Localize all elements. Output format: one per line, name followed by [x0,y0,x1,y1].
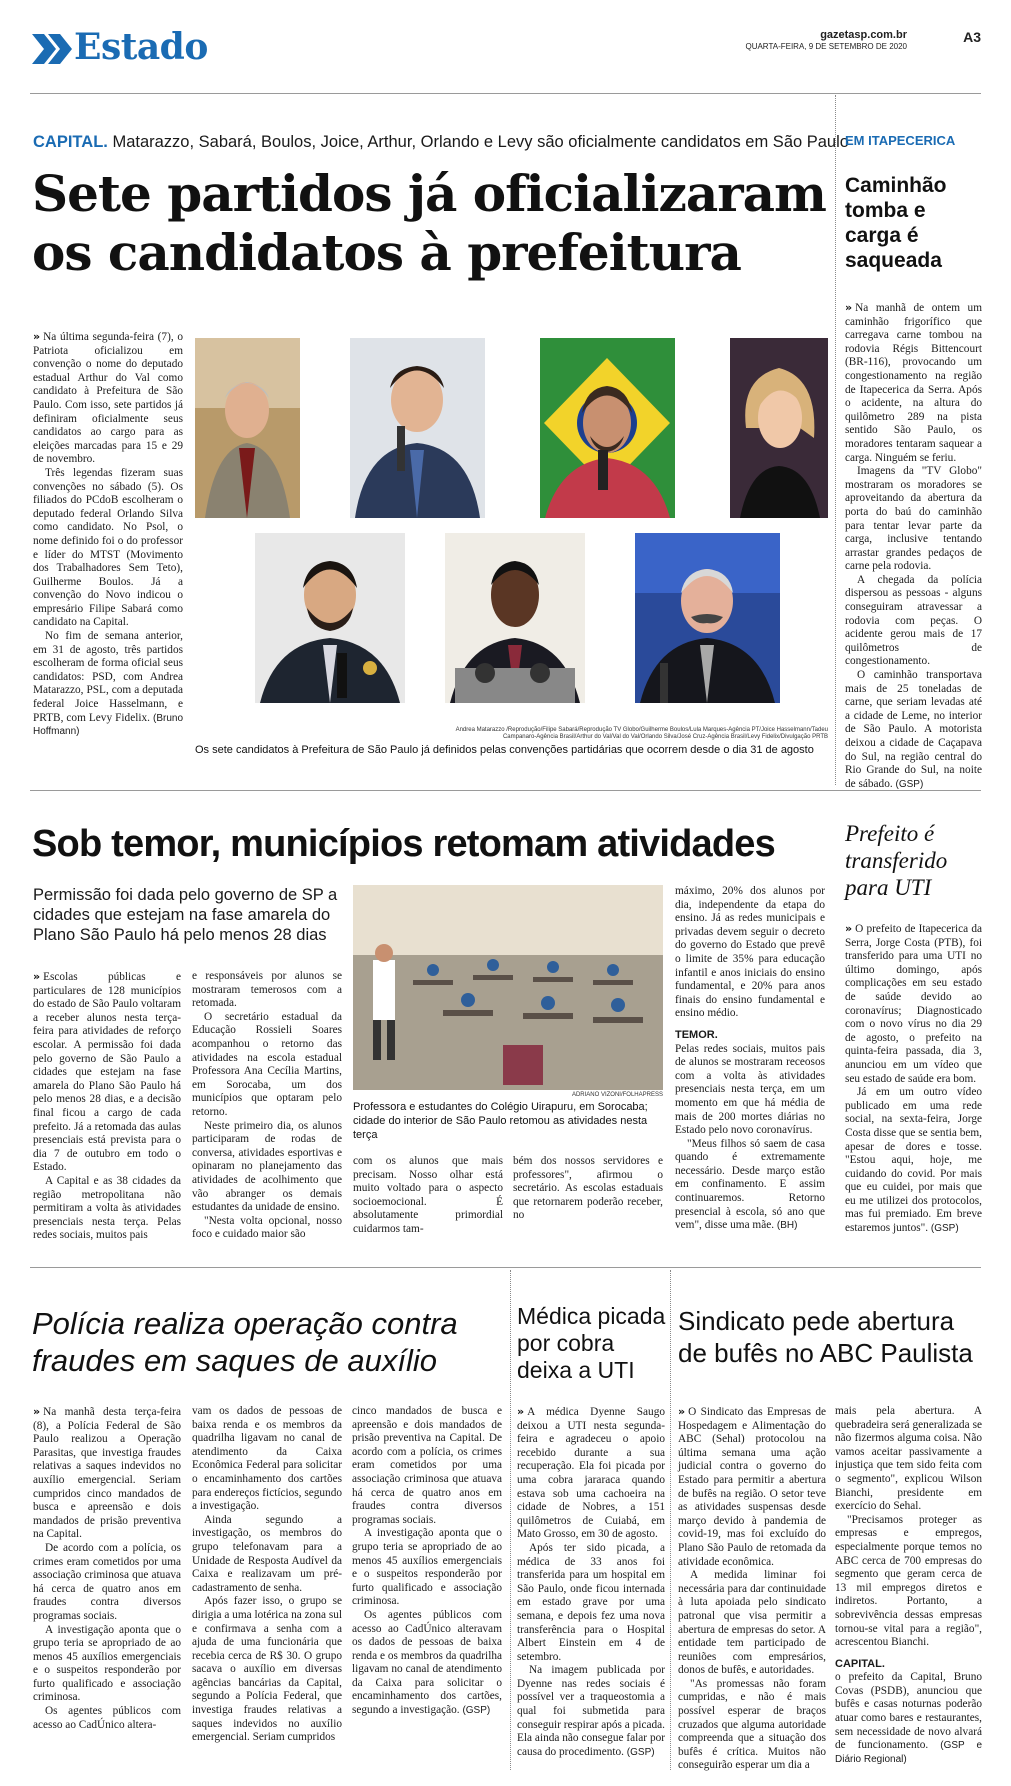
story1-caption: Os sete candidatos à Prefeitura de São Paulo já definidos pelas convenções partidárias que ocorrem desde o dia 31 de agosto [195,744,814,756]
arrow-icon: » [845,922,853,935]
story2-photo-credit: ADRIANO VIZONI/FOLHAPRESS [571,1092,663,1098]
story1-photo-credit: Andrea Matarazzo /Reprodução/Filipe Sabará/Reprodução TV Globo/Guilherme Boulos/Lula Marques-Agência PT/Joice Hasselmann/Tadeu Campanaro-Agência Brasil/Arthur do Val/Val do Val/Orlando Silva/José Cruz-Agência Brasil/Levy Fidelix/Divulgação PRTB [455,727,828,740]
arrow-icon: » [517,1405,525,1418]
chevron-arrow-icon [32,34,74,64]
story3-col2: vam os dados de pessoas de baixa renda e os membros da quadrilha ligavam no canal de atendimento da Caixa Econômica Federal para solicitar o encaminhamento dos cartões para endereços fictícios, segundo a investigação. Ainda segundo a investigação, os membros do grupo telefonavam para a Unidade de Resposta Audível da Caixa e realizavam um pré-cadastramento de senha. Após fazer isso, o grupo se dirigia a uma lotérica na zona sul e confirmava a senha com a ajuda de uma funcionária que recebia cerca de R$ 30. O grupo sacava o auxílio em diversas agências bancárias da Capital, segundo a Polícia Federal, que investiga fraudes relativas a saques indevidos no auxílio emergencial. Seriam cumpridos [192,1405,342,1744]
story3-col1: » Na manhã desta terça-feira (8), a Polícia Federal de São Paulo realizou a Operação Parasitas, que investiga fraudes relativas a saques indevidos no auxílio emergencial. Seriam cumpridos cinco mandados de busca e apreensão e dois mandados de prisão preventiva na Capital. De acordo com a polícia, os crimes eram cometidos por uma associação criminosa que atuava há cerca de quatro anos em fraudes contra diversos programas sociais. A investigação aponta que o grupo teria se apropriado de ao menos 45 auxílios emergenciais e o suspeitos responderão por furto qualificado e associação criminosa. Os agentes públicos com acesso ao CadÚnico altera- [33,1405,181,1731]
story3-col3: cinco mandados de busca e apreensão e dois mandados de prisão preventiva na Capital. De acordo com a polícia, os crimes eram cometidos por uma associação criminosa que atuava há cerca de quatro anos em fraudes contra diversos programas sociais. A investigação aponta que o grupo teria se apropriado de ao menos 45 auxílios emergenciais e o suspeitos responderão por furto qualificado e associação criminosa. Os agentes públicos com acesso ao CadÚnico alteravam os dados de pessoas de baixa renda e os membros da quadrilha ligavam no canal de atendimento da Caixa para solicitar o encaminhamento dos cartões, segundo a investigação. (GSP) [352,1405,502,1717]
photo-filipe-sabara [350,338,485,518]
photo-andrea-matarazzo [195,338,300,518]
story2-headline: Sob temor, municípios retomam atividades [32,823,775,865]
sidebar1-body: » Na manhã de ontem um caminhão frigorífico que carregava carne tombou na rodovia Régis Bittencourt (BR-116), provocando um congestionamento na região de Itapecerica da Serra. Após o acidente, na altura do quilômetro 289 na pista sentido São Paulo, os moradores tentaram saquear a carga. Ninguém se feriu. Imagens da "TV Globo" mostraram os moradores se aproveitando da abertura da porta do baú do caminhão para tentar levar parte da carga, inclusive tentando arrastar grandes pedaços de carne pela rodovia. A chegada da polícia dispersou as pessoas - alguns conseguiram atravessar a rodovia com peças. O acidente gerou mais de 17 quilômetros de congestionamento. O caminhão transportava mais de 25 toneladas de carne, que seriam levadas até a cidade de Leme, no interior de São Paulo. A motorista deixou a cidade de Caçapava do Sul, na região central do Rio Grande do Sul, na noite de sábado. (GSP) [845,301,982,790]
story1-kicker: CAPITAL. [33,133,108,151]
section-logo [32,28,252,72]
site-url: gazetasp.com.br [820,29,907,41]
arrow-icon: » [845,301,853,314]
section-title: Estado [74,26,208,68]
sidebar2-headline: Prefeito é transferido para UTI [845,821,948,900]
divider [30,790,981,791]
story2-col3: com os alunos que mais precisam. Nosso olhar está muito voltado para o aspecto socioemocional. É absolutamente primordial cuidarmos tam- [353,1155,503,1235]
story3-headline: Polícia realiza operação contra fraudes em saques de auxílio [32,1306,458,1378]
sidebar1-kicker: EM ITAPECERICA [845,133,956,148]
story5-col1: » O Sindicato das Empresas de Hospedagem e Alimentação do ABC (Sehal) protocolou na última semana uma ação judicial contra o governo do Estado para permitir a abertura de bufês na região. O setor teve as atividades suspensas desde março devido à pandemia de covid-19, mas foi excluído do Plano São Paulo de retomada da atividade econômica. A medida liminar foi necessária para dar continuidade à luta apoiada pelo sindicato patronal que visa permitir a abertura de empresas do setor. A entidade tem participado de reuniões com empresários, donos de bufês, e autoridades. "As promessas não foram cumpridas, e não é mais possível esperar de braços cruzados que alguma autoridade compreenda que a situação dos bufês é crítica. Muitos não conseguirão esperar um dia a [678,1405,826,1772]
column-divider [510,1270,511,1770]
story1-deck [33,133,849,152]
story2-deck: Permissão foi dada pelo governo de SP a cidades que estejam na fase amarela do Plano São Paulo há pelo menos 28 dias [33,886,338,944]
story2-classroom-photo [353,885,663,1090]
story4-headline: Médica picada por cobra deixa a UTI [517,1303,666,1383]
story5-subhead: CAPITAL. [835,1657,885,1670]
story2-caption: Professora e estudantes do Colégio Uirapuru, em Sorocaba; cidade do interior de São Paulo retomou as atividades nesta terça [353,1101,648,1141]
column-divider [835,95,836,785]
divider [30,93,981,94]
photo-joice-hasselmann [730,338,828,518]
story1-deck-text: Matarazzo, Sabará, Boulos, Joice, Arthur, Orlando e Levy são oficialmente candidatos em São Paulo [112,133,849,151]
story1-headline: Sete partidos já oficializaram os candidatos à prefeitura [32,164,826,282]
arrow-icon: » [33,330,41,343]
sidebar1-headline: Caminhão tomba e carga é saqueada [845,174,947,272]
story2-col5: máximo, 20% dos alunos por dia, independente da etapa do ensino. Já as redes municipais e privadas devem seguir o decreto do governo do Estado que prevê o limite de 35% para educação infantil e anos iniciais do ensino fundamental, e 20% para anos finais do ensino fundamental e ensino médio. TEMOR. Pelas redes sociais, muitos pais de alunos se mostraram receosos com a volta às atividades presenciais nesta terça, em um momento em que há média de mais de 200 mortes diárias no Estado pelo novo coronavírus. "Meus filhos só saem de casa quando é extremamente necessário. Desde março estão em confinamento. E assim continuaremos. Retorno presencial à escola, só ano que vem", disse uma mãe. (BH) [675,885,825,1232]
story5-headline: Sindicato pede abertura de bufês no ABC Paulista [678,1306,973,1368]
photo-arthur-do-val [255,533,405,703]
story1-body: » Na última segunda-feira (7), o Patriota oficializou em convenção o nome do deputado estadual Arthur do Val como candidato à Prefeitura de São Paulo. Com isso, sete partidos já definiram oficialmente seus candidatos ao cargo para as eleições marcadas para 15 e 29 de novembro. Três legendas fizeram suas convenções no sábado (5). Os filiados do PCdoB escolheram o deputado federal Orlando Silva como candidato. No Psol, o nome definido foi o do professor e líder do MTST (Movimento dos Trabalhadores Sem Teto), Guilherme Boulos. Já a convenção do Novo indicou o empresário Filipe Sabará como candidato na Capital. No fim de semana anterior, em 31 de agosto, três partidos escolheram de forma oficial seus candidatos: PSD, com Andrea Matarazzo, PSL, com a deputada federal Joice Hasselmann, e PRTB, com Levy Fidelix. (Bruno Hoffmann) [33,330,183,738]
story4-body: » A médica Dyenne Saugo deixou a UTI nesta segunda-feira e agradeceu o apoio recebido durante a sua recuperação. Ela foi picada por uma cobra jararaca quando estava sob uma cachoeira na cidade de Nobres, a 151 quilômetros de Cuiabá, em Mato Grosso, em 30 de agosto. Após ter sido picada, a médica de 33 anos foi transferida para um hospital em São Paulo, onde ficou internada em estado grave por uma semana, e depois fez uma nova transferência para o Hospital Albert Einstein em 4 de setembro. Na imagem publicada por Dyenne nas redes sociais é possível ver a traqueostomia a qual foi submetida para conseguir respirar após a picada. Ela ainda não consegue falar por causa do procedimento. (GSP) [517,1405,665,1758]
arrow-icon: » [33,970,41,983]
arrow-icon: » [33,1405,41,1418]
arrow-icon: » [678,1405,686,1418]
photo-guilherme-boulos [540,338,675,518]
issue-date: QUARTA-FEIRA, 9 DE SETEMBRO DE 2020 [745,42,907,51]
story2-col2: e responsáveis por alunos se mostraram temerosos com a retomada. O secretário estadual da Educação Rossieli Soares acompanhou o retorno das atividades na escola estadual Professora Ana Cecília Martins, em Sorocaba, um dos municípios que optaram pelo retorno. Neste primeiro dia, os alunos participaram de rodas de conversa, atividades esportivas e opinaram no planejamento das atividades de acolhimento que vão abranger os demais estudantes da unidade de ensino. "Nesta volta opcional, nosso foco e cuidado maior são [192,970,342,1241]
divider [30,1267,981,1268]
sidebar2-body: » O prefeito de Itapecerica da Serra, Jorge Costa (PTB), foi transferido para uma UTI no último domingo, após complicações em seu estado de saúde devido ao coronavírus; Diagnosticado com o novo vírus no dia 29 de agosto, o prefeito na quinta-feira passada, dia 3, anunciou em um vídeo que seu estado de saúde era bom. Já em um outro vídeo publicado em uma rede social, na sexta-feira, Jorge Costa disse que se sentia bem, apesar de dores e tosse. "Estou aqui, hoje, me cuidando do covid. Por mais que eu cuidei, por mais que eu me utilizei dos protocolos, mas fui premiado. Em breve estaremos juntos". (GSP) [845,922,982,1235]
column-divider [670,1270,671,1770]
story5-col2: mais pela abertura. A quebradeira será generalizada se não fizermos alguma coisa. Não vamos aceitar passivamente a injustiça que tem sido feita com o segmento", explicou Wilson Bianchi, presidente em exercício do Sehal. "Precisamos proteger as empresas e empregos, especialmente porque temos no ABC cerca de 700 empresas do segmento que geram cerca de 13 mil empregos diretos e indiretos. Portanto, a sobrevivência dessas empresas tornou-se vital para a região", acrescentou Bianchi. CAPITAL. o prefeito da Capital, Bruno Covas (PSDB), anunciou que bufês e casas noturnas poderão atuar como bares e restaurantes, sem necessidade de novo alvará de funcionamento. (GSP e Diário Regional) [835,1405,983,1765]
story2-subhead: TEMOR. [675,1028,718,1041]
story2-col1: » Escolas públicas e particulares de 128 municípios do estado de São Paulo voltaram a receber alunos nesta terça-feira para atividades de reforço escolar. A permissão foi dada pelo governo de São Paulo a cidades que estejam na fase amarela do Plano São Paulo há pelo menos 28 dias, e a decisão final ficou a cargo de cada prefeito. Já a retomada das aulas presenciais está prevista para o dia 7 de outubro em todo o Estado. A Capital e as 38 cidades da região metropolitana não permitiram a volta às atividades presenciais nesta terça. Pelas redes sociais, muitos pais [33,970,181,1242]
photo-orlando-silva [445,533,585,703]
photo-levy-fidelix [635,533,780,703]
story2-col4: bém dos nossos servidores e professores", afirmou o secretário. As escolas estaduais que retornarem poderão receber, no [513,1155,663,1222]
page-number: A3 [963,29,981,45]
